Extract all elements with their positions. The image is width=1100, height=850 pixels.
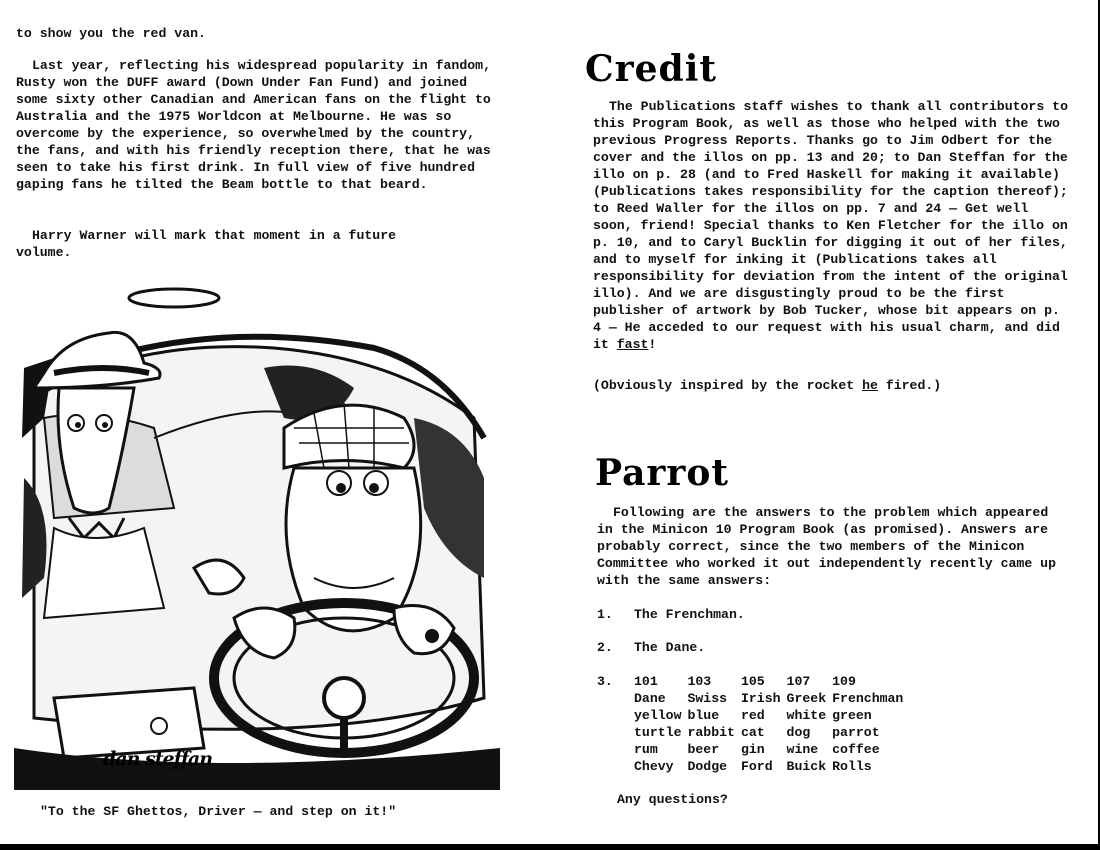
table-cell: Greek	[786, 691, 827, 706]
table-cell: cat	[740, 725, 765, 740]
table-cell: coffee	[832, 742, 880, 757]
table-cell: rabbit	[687, 725, 735, 740]
table-row	[634, 724, 909, 741]
answer-3-number: 3.	[597, 674, 613, 689]
credit-note-text: (Obviously inspired by the rocket	[593, 378, 863, 393]
table-cell: dog	[786, 725, 811, 740]
left-top-line: to show you the red van.	[16, 26, 206, 41]
table-cell: Frenchman	[832, 691, 904, 706]
parrot-heading: Parrot	[595, 452, 730, 494]
table-cell: Dodge	[687, 759, 728, 774]
table-cell: green	[832, 708, 872, 723]
table-cell: gin	[740, 742, 765, 757]
credit-note-emphasis: he	[862, 378, 878, 393]
credit-note-end: fired.)	[877, 378, 942, 393]
table-cell: Buick	[786, 759, 827, 774]
credit-body-end: !	[648, 337, 657, 352]
answer-2-text: The Dane.	[634, 640, 706, 655]
table-cell: rum	[634, 742, 658, 757]
table-cell: red	[740, 708, 765, 723]
table-cell: Chevy	[634, 759, 674, 774]
artist-signature: dan steffan	[103, 748, 213, 770]
table-cell: white	[786, 708, 827, 723]
table-cell: Dane	[634, 691, 666, 706]
table-cell: Swiss	[687, 691, 728, 706]
table-row	[634, 707, 909, 724]
table-row	[634, 690, 909, 707]
page-edge-bottom	[0, 844, 1100, 850]
answer-1-text: The Frenchman.	[634, 607, 745, 622]
left-paragraph-harry-warner: Harry Warner will mark that moment in a future volume.	[16, 228, 397, 260]
table-cell: 105	[740, 674, 765, 689]
cartoon-illustration	[14, 278, 500, 790]
left-paragraph-duff: Last year, reflecting his widespread popularity in fandom, Rusty won the DUFF award (Down Under Fan Fund) and joined some sixty other Canadian and American fans on the flight to Australia and the 1975 Worldcon at Melbourne. He was so overcome by the experience, so overwhelmed by the country, the fans, and with his friendly reception there, that he was seen to take his first drink. In full view of five hundred gaping fans he tilted the Beam bottle to that beard.	[16, 58, 491, 192]
table-cell: yellow	[634, 708, 682, 723]
table-cell: wine	[786, 742, 819, 757]
credit-body	[593, 98, 1068, 353]
table-cell: Ford	[740, 759, 773, 774]
table-row	[634, 741, 909, 758]
answer-3-table	[634, 673, 909, 775]
table-cell: turtle	[634, 725, 682, 740]
table-cell: parrot	[832, 725, 880, 740]
table-row	[634, 758, 909, 775]
table-cell: Rolls	[832, 759, 872, 774]
table-cell: 103	[687, 674, 712, 689]
answer-1-number: 1.	[597, 607, 613, 622]
credit-body-text: The Publications staff wishes to thank all contributors to this Program Book, as well as those who helped with the two previous Progress Reports. Thanks go to Jim Odbert for the cover and the illos on pp. 13 and 20; to Dan Steffan for the illo on p. 28 (and to Fred Haskell for making it available)(Publications takes responsibility for the caption thereof); to Reed Waller for the illos on pp. 7 and 24 — Get well soon, friend! Special thanks to Ken Fletcher for the illo on p. 10, and to Caryl Bucklin for digging it out of her files, and to myself for inking it (Publications takes all responsibility for deviation from the intent of the original illo). And we are disgustingly proud to be the first publisher of artwork by Bob Tucker, whose bit appears on p. 4 — He acceded to our request with his usual charm, and did it	[593, 99, 1068, 352]
closing-question: Any questions?	[617, 792, 728, 807]
table-cell: 109	[832, 674, 856, 689]
table-row	[634, 673, 909, 690]
credit-note	[593, 377, 1068, 394]
table-cell: beer	[687, 742, 720, 757]
answer-2-number: 2.	[597, 640, 613, 655]
table-cell: 107	[786, 674, 811, 689]
credit-body-emphasis: fast	[616, 337, 649, 352]
table-cell: Irish	[740, 691, 781, 706]
table-cell: blue	[687, 708, 720, 723]
parrot-intro: Following are the answers to the problem which appeared in the Minicon 10 Program Book (as promised). Answers are probably correct, since the two members of the Minicon Committee who worked it out independently recently came up with the same answers:	[597, 505, 1056, 588]
credit-heading: Credit	[585, 48, 717, 90]
table-cell: 101	[634, 674, 658, 689]
illustration-caption: "To the SF Ghettos, Driver — and step on it!"	[40, 804, 397, 819]
